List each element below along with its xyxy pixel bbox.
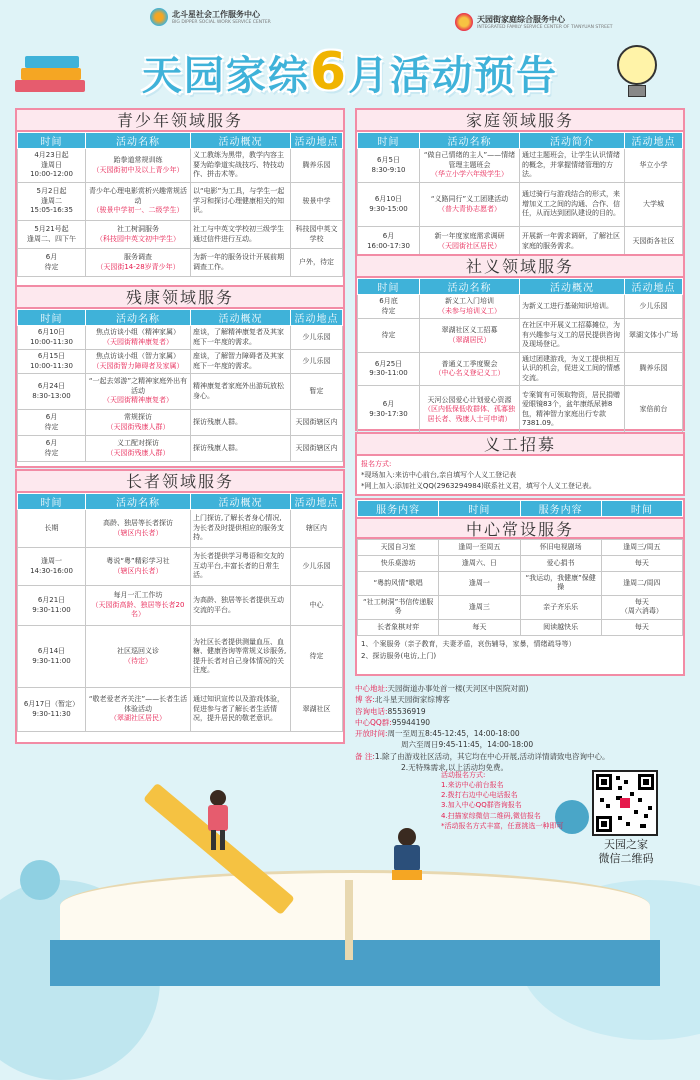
regular-header-table: [357, 500, 683, 517]
table-cell: 亲子齐乐乐: [520, 595, 601, 619]
place-cell: 少儿乐园: [291, 326, 343, 350]
activity-name: 社区巡回义诊: [117, 647, 159, 656]
activity-name: 粤说“粤”精彩学习社: [106, 557, 170, 566]
logo1-en: BIG DIPPER SOCIAL WORK SERVICE CENTER: [172, 20, 271, 25]
participant-label: （辖区内长者）: [113, 566, 163, 575]
place-cell: 天园街辖区内: [291, 436, 343, 462]
table-cell: “我运动，我健康”保健操: [520, 572, 601, 596]
regular-panel: [355, 498, 685, 676]
participant-label: （华立小学六年级学生）: [431, 170, 508, 179]
activity-name: 新一年度家庭需求调研: [434, 232, 505, 241]
table-row: [358, 386, 683, 434]
participant-label: （天园街精神康复者）: [103, 396, 173, 405]
signup-item: 3.加入中心QQ群咨询报名: [441, 801, 522, 810]
participant-label: （中心名义登记义工）: [434, 369, 505, 378]
desc-cell: 社工与中英文学校初三级学生通过信件进行互动。: [191, 221, 291, 249]
place-cell: 少儿乐园: [625, 295, 683, 319]
name-cell: [86, 410, 191, 436]
signup-item: 1.来访中心前台报名: [441, 781, 504, 790]
info-label: 博 客:: [355, 695, 375, 705]
col-header: 时间: [358, 133, 420, 149]
info-label: 备 注:: [355, 751, 375, 761]
participant-label: （天园街精神康复者）: [103, 337, 173, 346]
time-cell: 6月 16:00-17:30: [358, 227, 420, 257]
activity-name: “敬老爱老齐关注”——长者生活体验活动: [88, 695, 188, 713]
place-cell: 华立小学: [625, 149, 683, 183]
opening-hours: 周一至周五8:45-12:45，14:00-18:00: [387, 729, 520, 738]
activity-name: 每月一汇工作坊: [113, 591, 163, 600]
participant-label: （翠湖社区居民）: [110, 714, 166, 723]
activity-name: 新义工入门培训: [445, 297, 494, 306]
desc-cell: 为社区长者提供测量血压、血糖、健康咨询等常规义诊服务,提升长者对自己身体情况的关注度。: [191, 626, 291, 688]
place-cell: 腾养乐园: [625, 353, 683, 386]
table-cell: “社工树洞”书信传递服务: [358, 595, 439, 619]
participant-label: （天园街残康人群）: [106, 422, 170, 431]
volunteer-section-title: 社义领域服务: [357, 256, 683, 278]
name-cell: [420, 295, 520, 319]
time-cell: 6月25日 9:30-11:00: [358, 353, 420, 386]
time-cell: 逢周一 14:30-16:00: [18, 548, 86, 586]
participant-label: （翠湖居民）: [448, 335, 491, 344]
recruit-line: *现场加入:来访中心前台,亲自填写个人义工登记表: [361, 470, 517, 479]
place-cell: 大学城: [625, 183, 683, 227]
remark: 2.无特殊需求,以上活动均免费。: [401, 762, 509, 772]
youth-section-title: 青少年领域服务: [17, 110, 343, 132]
place-cell: 翠湖社区: [291, 688, 343, 732]
logo1-name: 北斗星社会工作服务中心: [172, 10, 260, 19]
time-cell: 6月10日 9:30-15:00: [358, 183, 420, 227]
time-cell: 6月24日 8:30-13:00: [18, 374, 86, 410]
signup-item: *活动报名方式丰富，任意挑选一种即可: [441, 821, 564, 830]
participant-label: （天园街初中及以上青少年）: [92, 165, 184, 174]
place-cell: 天园街各社区: [625, 227, 683, 257]
family-center-logo-icon: [455, 13, 473, 31]
info-label: 开放时间:: [355, 729, 388, 738]
table-cell: 长者象棋对弈: [358, 619, 439, 635]
table-row: [18, 688, 343, 732]
disabled-panel: [15, 285, 345, 468]
phone-number: 85536919: [387, 706, 426, 716]
desc-cell: 通过主题班会，让学生认识情绪的概念，并掌握情绪管理的方法。: [520, 149, 625, 183]
name-cell: [420, 353, 520, 386]
table-cell: 逢周二/周四: [601, 572, 682, 596]
info-label: 咨询电话:: [355, 706, 388, 716]
place-cell: 少儿乐园: [291, 548, 343, 586]
book-spine: [345, 880, 353, 960]
table-row: [358, 540, 683, 556]
place-cell: 中心: [291, 586, 343, 626]
time-cell: 6月 待定: [18, 249, 86, 277]
activity-name: 天河公园爱心计划爱心资源: [427, 395, 512, 404]
participant-label: （未参与培训义工）: [438, 306, 501, 315]
big-dipper-logo-icon: [150, 8, 168, 26]
service-note: 1、个案服务（亲子教育，夫妻矛盾，哀伤辅导，家暴，情绪疏导等）: [361, 639, 576, 648]
participant-label: （天园街残康人群）: [106, 448, 170, 457]
signup-methods: [441, 770, 564, 831]
table-row: [358, 572, 683, 596]
col-header: 活动概况: [191, 133, 291, 149]
activity-name: 跆拳道常规训练: [113, 156, 163, 165]
table-row: [358, 227, 683, 257]
volunteer-table: [357, 278, 683, 434]
desc-cell: 通过团建游戏，为义工提供相互认识的机会，促进义工间的情感交流。: [520, 353, 625, 386]
table-row: [18, 374, 343, 410]
time-cell: 6月15日 10:00-11:30: [18, 350, 86, 374]
time-cell: 6月17日（暂定） 9:30-11:30: [18, 688, 86, 732]
time-cell: 6月14日 9:30-11:00: [18, 626, 86, 688]
table-row: [18, 510, 343, 548]
wechat-qr-code-icon[interactable]: [592, 770, 658, 836]
table-row: [358, 295, 683, 319]
activity-name: 焦点访谈小组（智力家属）: [96, 352, 180, 361]
time-cell: 6月底 待定: [358, 295, 420, 319]
disabled-table: [17, 309, 343, 462]
col-header: 活动概况: [191, 494, 291, 510]
logo-big-dipper: [150, 8, 271, 26]
activity-name: 普通义工季度聚会: [441, 359, 498, 368]
name-cell: [86, 350, 191, 374]
table-row: [358, 353, 683, 386]
table-row: [18, 436, 343, 462]
table-cell: 爱心捐书: [520, 556, 601, 572]
table-cell: 阅读越快乐: [520, 619, 601, 635]
name-cell: [86, 249, 191, 277]
table-row: [358, 595, 683, 619]
elderly-section-title: 长者领域服务: [17, 471, 343, 493]
opening-hours: 周六至周日9:45-11:45，14:00-18:00: [401, 740, 534, 750]
col-header: 活动名称: [420, 133, 520, 149]
youth-panel: [15, 108, 345, 288]
col-header: 时间: [601, 501, 682, 517]
desc-cell: 为新一年的服务设计开展前期调查工作。: [191, 249, 291, 277]
address: 天园街道办事处首一楼(天河区中医院对面): [387, 684, 529, 693]
desc-cell: 在社区中开展义工招募摊位，为有兴趣参与义工的居民提供咨询及现场登记。: [520, 319, 625, 353]
regular-section-title: 中心常设服务: [357, 517, 683, 539]
table-cell: 每天: [601, 619, 682, 635]
name-cell: [86, 221, 191, 249]
desc-cell: 为新义工进行基础知识培训。: [520, 295, 625, 319]
name-cell: [86, 688, 191, 732]
col-header: 活动名称: [86, 494, 191, 510]
recruit-panel: [355, 432, 685, 496]
girl-figure-icon: [205, 790, 231, 850]
name-cell: [420, 183, 520, 227]
desc-cell: 以“电影”为工具，与学生一起学习和探讨心理健康相关的知识。: [191, 183, 291, 221]
table-row: [18, 249, 343, 277]
desc-cell: 探访残康人群。: [191, 410, 291, 436]
table-cell: 快乐桌游坊: [358, 556, 439, 572]
participant-label: （天园街社区居民）: [438, 241, 501, 250]
table-cell: “粤韵风情”歌唱: [358, 572, 439, 596]
table-row: [18, 410, 343, 436]
desc-cell: 探访残康人群。: [191, 436, 291, 462]
table-row: [358, 556, 683, 572]
time-cell: 5月2日起 逢周二 15:05-16:35: [18, 183, 86, 221]
desc-cell: 专案简有可领取物资，居民捐赠爱眼镜83个，盆年康纸尿裤8包，精神智力家庭出行专款7381.09。: [520, 386, 625, 434]
signup-item: 2.拨打右边中心电话报名: [441, 791, 518, 800]
name-cell: [86, 586, 191, 626]
table-row: [358, 619, 683, 635]
table-row: [358, 183, 683, 227]
table-row: [18, 350, 343, 374]
table-row: [18, 548, 343, 586]
col-header: 服务内容: [358, 501, 439, 517]
name-cell: [420, 149, 520, 183]
center-info: [355, 683, 685, 773]
col-header: 活动地点: [291, 494, 343, 510]
remark: 1.除了由游戏社区活动，其它均在中心开展,活动详情请致电咨询中心。: [374, 751, 610, 761]
activity-name: 焦点访谈小组（精神家属）: [96, 328, 180, 337]
place-cell: 暂定: [291, 374, 343, 410]
recruit-section-title: 义工招募: [357, 434, 683, 456]
table-row: [18, 586, 343, 626]
name-cell: [420, 227, 520, 257]
info-label: 中心地址:: [355, 684, 388, 693]
qr-caption: 天园之家 微信二维码: [598, 838, 654, 866]
participant-label: （辖区内长者）: [113, 528, 163, 537]
name-cell: [86, 374, 191, 410]
col-header: 时间: [18, 310, 86, 326]
desc-cell: 为长者提供学习粤语和交友的互动平台,丰富长者的日常生活。: [191, 548, 291, 586]
table-row: [18, 183, 343, 221]
qq-group: 95944190: [391, 717, 431, 727]
activity-name: 服务调查: [124, 253, 152, 262]
time-cell: 长期: [18, 510, 86, 548]
col-header: 时间: [439, 501, 520, 517]
table-cell: 逢周三: [439, 595, 520, 619]
time-cell: 6月 9:30-17:30: [358, 386, 420, 434]
time-cell: 4月23日起 逢周日 10:00-12:00: [18, 149, 86, 183]
activity-name: 青少年心理电影赏析兴趣常规活动: [89, 187, 187, 205]
boy-figure-icon: [390, 828, 424, 888]
name-cell: [86, 626, 191, 688]
col-header: 时间: [358, 279, 420, 295]
place-cell: 翠湖文体小广场: [625, 319, 683, 353]
col-header: 活动名称: [420, 279, 520, 295]
participant-label: （天园街高龄、独居等长者20名）: [91, 600, 185, 619]
name-cell: [86, 183, 191, 221]
time-cell: 6月 待定: [18, 410, 86, 436]
activity-name: 义工配对探访: [117, 439, 159, 448]
col-header: 活动地点: [625, 279, 683, 295]
desc-cell: 开展新一年需求调研，了解社区家庭的服务需求。: [520, 227, 625, 257]
blog: 北斗星天园街家综博客: [374, 695, 450, 705]
col-header: 活动名称: [86, 133, 191, 149]
name-cell: [420, 386, 520, 434]
logo2-name: 天园街家庭综合服务中心: [477, 15, 565, 24]
col-header: 活动概况: [520, 279, 625, 295]
activity-name: 高龄、独居等长者探访: [103, 519, 173, 528]
col-header: 时间: [18, 494, 86, 510]
time-cell: 5月21号起 逢周二、四下午: [18, 221, 86, 249]
volunteer-panel: [355, 254, 685, 431]
place-cell: 科技园中英文学校: [291, 221, 343, 249]
family-table: [357, 132, 683, 257]
desc-cell: 上门探访,了解长者身心情况,为长者及时提供相应的服务支持。: [191, 510, 291, 548]
table-cell: 逢周一至周五: [439, 540, 520, 556]
participant-label: （天园街智力障碍者及家属）: [92, 361, 184, 370]
book-cover: [50, 940, 660, 986]
time-cell: 6月21日 9:30-11:00: [18, 586, 86, 626]
recruit-method-label: 报名方式:: [361, 460, 392, 468]
desc-cell: 座谈，了解精神康复者及其家庭下一年度的需求。: [191, 326, 291, 350]
desc-cell: 精神康复者家庭外出游玩放松身心。: [191, 374, 291, 410]
table-cell: 每天 （周六消毒）: [601, 595, 682, 619]
time-cell: 6月10日 10:00-11:30: [18, 326, 86, 350]
place-cell: 家倍前台: [625, 386, 683, 434]
time-cell: 6月5日 8:30-9:10: [358, 149, 420, 183]
elderly-panel: [15, 469, 345, 744]
activity-name: “义路同行”义工团建活动: [430, 195, 509, 204]
participant-label: （天园街14-28岁青少年）: [96, 262, 180, 271]
table-cell: 天园自习室: [358, 540, 439, 556]
table-row: [18, 221, 343, 249]
table-row: [18, 326, 343, 350]
participant-label: （普大青协志愿者）: [438, 204, 501, 213]
activity-name: “一起去郊游”之精神家庭外出有活动: [88, 377, 188, 395]
table-cell: 怀旧电视剧场: [520, 540, 601, 556]
table-row: [18, 149, 343, 183]
desc-cell: 通过知识宣传以及游戏体验，促进参与者了解长者生活情况，提升居民的敬老意识。: [191, 688, 291, 732]
name-cell: [86, 149, 191, 183]
desc-cell: 通过骑行与游戏结合的形式，来增加义工之间的沟通、合作、信任，从而达到团队建设的目的。: [520, 183, 625, 227]
table-cell: 每天: [439, 619, 520, 635]
col-header: 活动简介: [520, 133, 625, 149]
participant-label: （骏景中学初一、二级学生）: [92, 206, 184, 215]
name-cell: [86, 548, 191, 586]
logo2-en: INTEGRATED FAMILY SERVICE CENTER OF TIANYUAN STREET: [477, 25, 613, 30]
name-cell: [86, 436, 191, 462]
place-cell: 天园街辖区内: [291, 410, 343, 436]
logo-family-center: [455, 13, 613, 31]
family-section-title: 家庭领域服务: [357, 110, 683, 132]
name-cell: [86, 510, 191, 548]
info-label: 中心QQ群:: [355, 717, 392, 727]
table-row: [358, 149, 683, 183]
participant-label: （科技园中英文初中学生）: [96, 234, 180, 243]
desc-cell: 义工教练为黑带，教学内容主要为跆拳道实战技巧、特技动作、拼击术等。: [191, 149, 291, 183]
activity-name: 翠湖社区义工招募: [441, 326, 498, 335]
table-row: [18, 626, 343, 688]
name-cell: [420, 319, 520, 353]
place-cell: 少儿乐园: [291, 350, 343, 374]
family-panel: [355, 108, 685, 258]
name-cell: [86, 326, 191, 350]
activity-name: 社工树洞服务: [117, 225, 159, 234]
place-cell: 待定: [291, 626, 343, 688]
time-cell: 6月 待定: [18, 436, 86, 462]
col-header: 活动地点: [291, 133, 343, 149]
table-cell: 逢周一: [439, 572, 520, 596]
time-cell: 待定: [358, 319, 420, 353]
col-header: 活动地点: [625, 133, 683, 149]
planet-decoration: [20, 860, 60, 900]
col-header: 时间: [18, 133, 86, 149]
col-header: 服务内容: [520, 501, 601, 517]
table-cell: 每天: [601, 556, 682, 572]
col-header: 活动地点: [291, 310, 343, 326]
table-cell: 逢周六、日: [439, 556, 520, 572]
table-row: [358, 319, 683, 353]
participant-label: （区内低保低收群体、孤寡独居长者、残康人士可申请）: [424, 405, 515, 423]
activity-name: 常规探访: [124, 413, 152, 422]
signup-title: 活动报名方式:: [441, 771, 486, 779]
activity-name: “做自己情绪的主人”——情绪管理主题班会: [423, 151, 516, 169]
desc-cell: 为高龄、独居等长者提供互动交流的平台。: [191, 586, 291, 626]
disabled-section-title: 残康领域服务: [17, 287, 343, 309]
col-header: 活动概况: [191, 310, 291, 326]
signup-item: 4.扫描家综微信二维码,微信报名: [441, 811, 541, 820]
place-cell: 辖区内: [291, 510, 343, 548]
place-cell: 户外，待定: [291, 249, 343, 277]
participant-label: （待定）: [124, 656, 152, 665]
col-header: 活动名称: [86, 310, 191, 326]
page-title: 天园家综6月活动预告: [141, 42, 559, 102]
recruit-line: *网上加入:添加社义QQ(2963294984)联系社义君，填写个人义工登记表。: [361, 481, 596, 490]
place-cell: 骏景中学: [291, 183, 343, 221]
table-cell: 逢周三/周五: [601, 540, 682, 556]
place-cell: 腾养乐园: [291, 149, 343, 183]
regular-table: [357, 539, 683, 636]
desc-cell: 座谈，了解智力障碍者及其家庭下一年度的需求。: [191, 350, 291, 374]
elderly-table: [17, 493, 343, 732]
service-note: 2、探访服务(电访,上门): [361, 651, 437, 660]
youth-table: [17, 132, 343, 277]
